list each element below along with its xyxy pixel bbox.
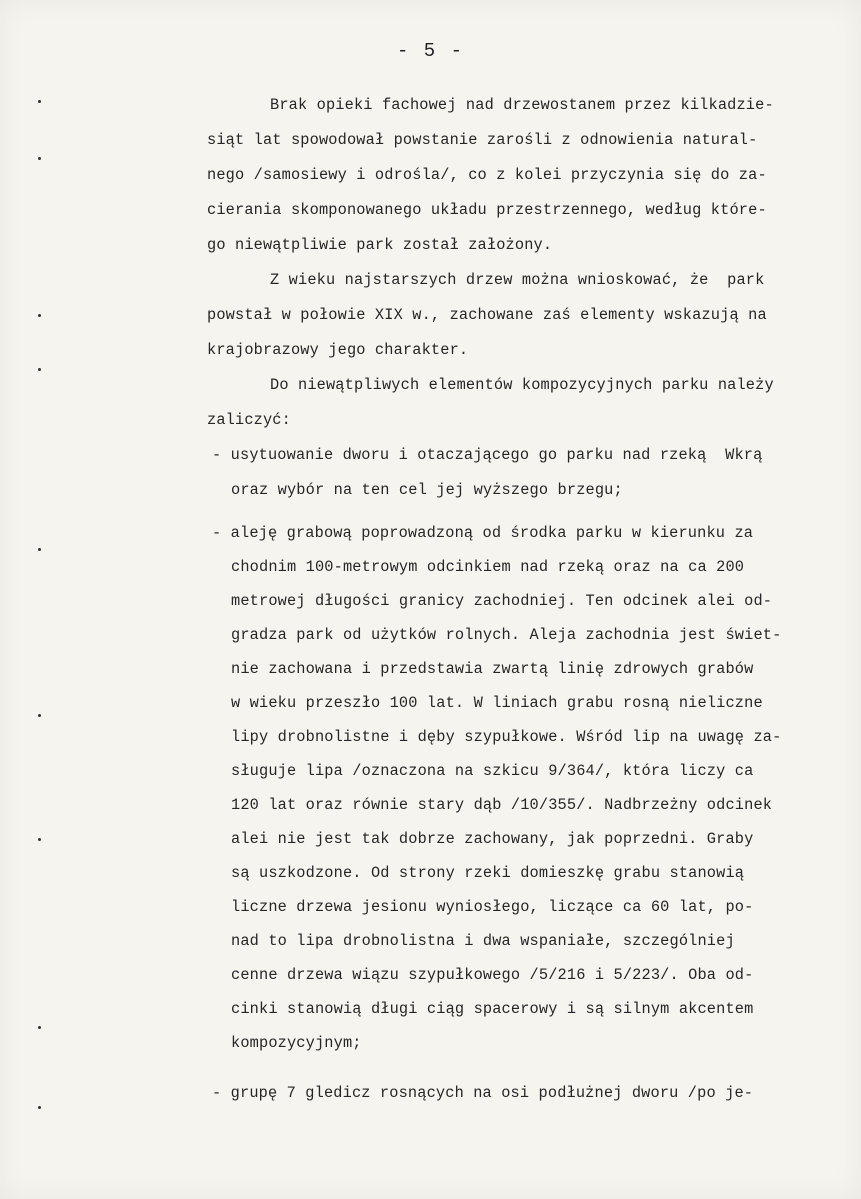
text-line: krajobrazowy jego charakter. bbox=[207, 341, 469, 359]
list-item-line: cinki stanowią długi ciąg spacerowy i są silnym akcentem bbox=[231, 1000, 754, 1018]
margin-mark bbox=[38, 1026, 41, 1029]
list-item-line: metrowej długości granicy zachodniej. Ten odcinek alei od- bbox=[231, 592, 773, 610]
list-item-line: oraz wybór na ten cel jej wyższego brzegu; bbox=[231, 481, 623, 499]
list-item-line: - aleję grabową poprowadzoną od środka parku w kierunku za bbox=[212, 524, 754, 542]
text-line: powstał w połowie XIX w., zachowane zaś elementy wskazują na bbox=[207, 306, 767, 324]
list-item-line: - grupę 7 gledicz rosnących na osi podłużnej dworu /po je- bbox=[212, 1084, 754, 1102]
text-line: nego /samosiewy i odrośla/, co z kolei przyczynia się do za- bbox=[207, 166, 767, 184]
margin-mark bbox=[38, 838, 41, 841]
list-item-line: alei nie jest tak dobrze zachowany, jak poprzedni. Graby bbox=[231, 830, 754, 848]
text-line: Brak opieki fachowej nad drzewostanem przez kilkadzie- bbox=[270, 96, 774, 114]
list-item-line: cenne drzewa wiązu szypułkowego /5/216 i 5/223/. Oba od- bbox=[231, 966, 754, 984]
text-line: Z wieku najstarszych drzew można wnioskować, że park bbox=[270, 271, 765, 289]
list-item-line: kompozycyjnym; bbox=[231, 1034, 362, 1052]
list-item-line: lipy drobnolistne i dęby szypułkowe. Wśród lip na uwagę za- bbox=[231, 728, 782, 746]
list-item-line: - usytuowanie dworu i otaczającego go parku nad rzeką Wkrą bbox=[212, 446, 763, 464]
page-number: - 5 - bbox=[396, 40, 464, 62]
list-item-line: są uszkodzone. Od strony rzeki domieszkę grabu stanowią bbox=[231, 864, 745, 882]
margin-mark bbox=[38, 314, 41, 317]
margin-mark bbox=[38, 548, 41, 551]
text-line: Do niewątpliwych elementów kompozycyjnych parku należy bbox=[270, 376, 774, 394]
text-line: go niewątpliwie park został założony. bbox=[207, 236, 553, 254]
text-line: siąt lat spowodował powstanie zarośli z odnowienia natural- bbox=[207, 131, 758, 149]
list-item-line: nie zachowana i przedstawia zwartą linię zdrowych grabów bbox=[231, 660, 754, 678]
margin-mark bbox=[38, 157, 41, 160]
text-line: cierania skomponowanego układu przestrzennego, według które- bbox=[207, 201, 767, 219]
list-item-line: liczne drzewa jesionu wyniosłego, liczące ca 60 lat, po- bbox=[231, 898, 754, 916]
margin-mark bbox=[38, 368, 41, 371]
margin-mark bbox=[38, 100, 41, 103]
list-item-line: gradza park od użytków rolnych. Aleja zachodnia jest świet- bbox=[231, 626, 782, 644]
list-item-line: chodnim 100-metrowym odcinkiem nad rzeką oraz na ca 200 bbox=[231, 558, 745, 576]
margin-mark bbox=[38, 1106, 41, 1109]
list-item-line: nad to lipa drobnolistna i dwa wspaniałe, szczególniej bbox=[231, 932, 735, 950]
list-item-line: 120 lat oraz równie stary dąb /10/355/. Nadbrzeżny odcinek bbox=[231, 796, 773, 814]
list-item-line: w wieku przeszło 100 lat. W liniach grabu rosną nieliczne bbox=[231, 694, 763, 712]
list-item-line: sługuje lipa /oznaczona na szkicu 9/364/, która liczy ca bbox=[231, 762, 754, 780]
text-line: zaliczyć: bbox=[207, 411, 291, 429]
margin-mark bbox=[38, 714, 41, 717]
